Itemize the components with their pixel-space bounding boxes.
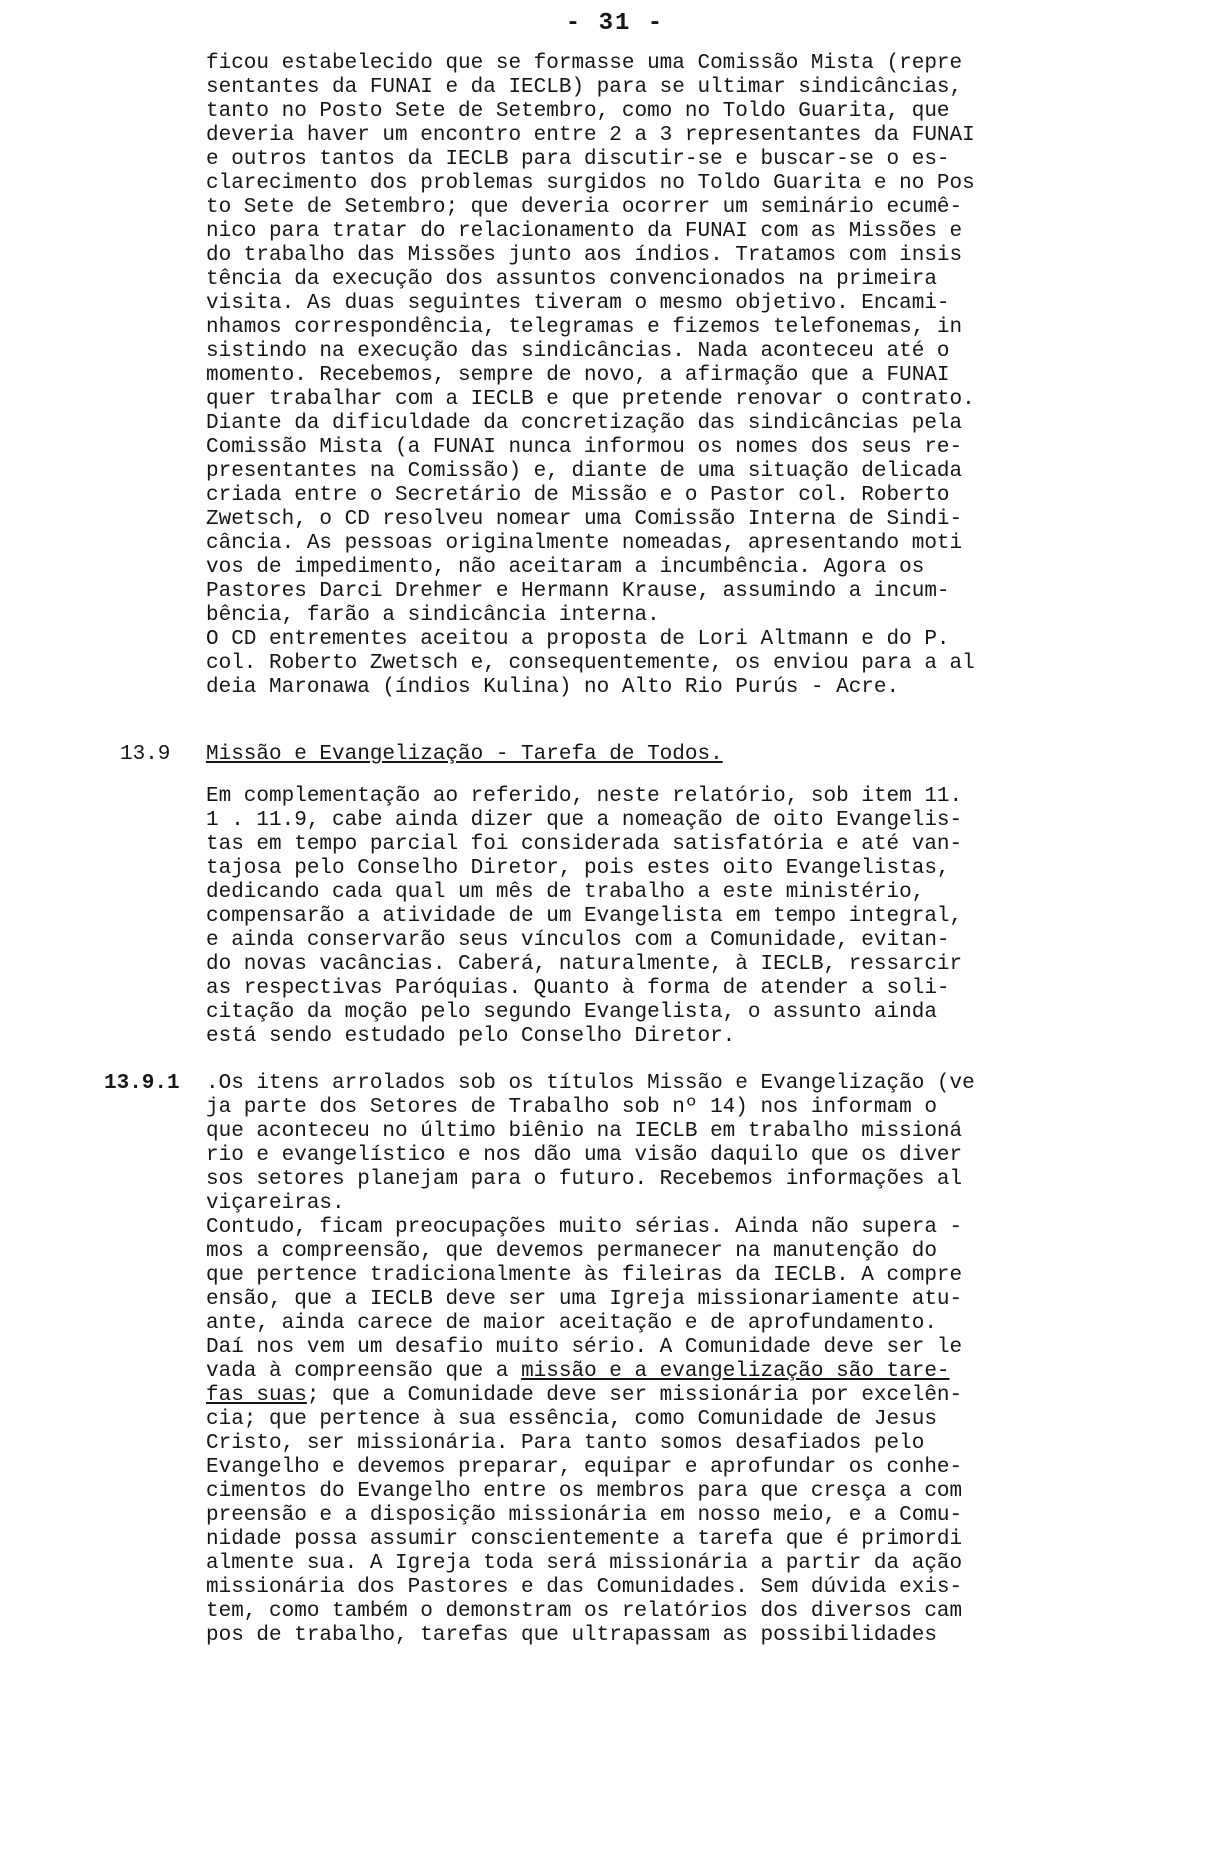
text-line: deveria haver um encontro entre 2 a 3 representantes da FUNAI xyxy=(206,124,975,147)
text-line: rio e evangelístico e nos dão uma visão daquilo que os diver xyxy=(206,1144,963,1167)
text-line: momento. Recebemos, sempre de novo, a afirmação que a FUNAI xyxy=(206,364,950,387)
text-line: ensão, que a IECLB deve ser uma Igreja missionariamente atu- xyxy=(206,1288,963,1311)
text-line: sistindo na execução das sindicâncias. Nada aconteceu até o xyxy=(206,340,950,363)
text-line: vos de impedimento, não aceitaram a incumbência. Agora os xyxy=(206,556,925,579)
text-line: nico para tratar do relacionamento da FUNAI com as Missões e xyxy=(206,220,963,243)
text-line: do novas vacâncias. Caberá, naturalmente, à IECLB, ressarcir xyxy=(206,953,963,976)
text-line-underlined xyxy=(206,1384,1106,1408)
text-line: sos setores planejam para o futuro. Recebemos informações al xyxy=(206,1168,963,1191)
text-line: Pastores Darci Drehmer e Hermann Krause, assumindo a incum- xyxy=(206,580,950,603)
text-line: nhamos correspondência, telegramas e fizemos telefonemas, in xyxy=(206,316,963,339)
page-number: - 31 - xyxy=(565,10,665,37)
text-line: tem, como também o demonstram os relatórios dos diversos cam xyxy=(206,1600,963,1623)
underlined-phrase: fas suas xyxy=(206,1384,307,1407)
paragraph-mission xyxy=(206,1072,1106,1648)
text-line: Zwetsch, o CD resolveu nomear uma Comissão Interna de Sindi- xyxy=(206,508,963,531)
text-segment: ; que a Comunidade deve ser missionária por excelên- xyxy=(306,1384,963,1407)
text-line: cimentos do Evangelho entre os membros para que cresça a com xyxy=(206,1480,963,1503)
text-line: está sendo estudado pelo Conselho Diretor. xyxy=(206,1025,736,1048)
text-line: tas em tempo parcial foi considerada satisfatória e até van- xyxy=(206,833,963,856)
text-line: preensão e a disposição missionária em nosso meio, e a Comu- xyxy=(206,1504,963,1527)
text-line: cância. As pessoas originalmente nomeadas, apresentando moti xyxy=(206,532,963,555)
text-line: que aconteceu no último biênio na IECLB em trabalho missioná xyxy=(206,1120,963,1143)
section-number: 13.9 xyxy=(120,743,171,766)
text-line: bência, farão a sindicância interna. xyxy=(206,604,660,627)
text-line: col. Roberto Zwetsch e, consequentemente, os enviou para a al xyxy=(206,652,975,675)
text-line: as respectivas Paróquias. Quanto à forma de atender a soli- xyxy=(206,977,950,1000)
paragraph-funai-commission xyxy=(206,52,1106,700)
text-line: criada entre o Secretário de Missão e o Pastor col. Roberto xyxy=(206,484,950,507)
text-line: Daí nos vem um desafio muito sério. A Comunidade deve ser le xyxy=(206,1336,963,1359)
text-line: e ainda conservarão seus vínculos com a Comunidade, evitan- xyxy=(206,929,950,952)
text-line: viçareiras. xyxy=(206,1192,345,1215)
text-line: que pertence tradicionalmente às fileiras da IECLB. A compre xyxy=(206,1264,963,1287)
subsection-number: 13.9.1 xyxy=(104,1072,180,1095)
text-line-underlined xyxy=(206,1360,1106,1384)
text-line: deia Maronawa (índios Kulina) no Alto Rio Purús - Acre. xyxy=(206,676,900,699)
text-line: ante, ainda carece de maior aceitação e de aprofundamento. xyxy=(206,1312,937,1335)
text-line: almente sua. A Igreja toda será missionária a partir da ação xyxy=(206,1552,963,1575)
text-line: Cristo, ser missionária. Para tanto somos desafiados pelo xyxy=(206,1432,925,1455)
text-line: missionária dos Pastores e das Comunidades. Sem dúvida exis- xyxy=(206,1576,963,1599)
text-line: to Sete de Setembro; que deveria ocorrer um seminário ecumê- xyxy=(206,196,963,219)
text-line: 1 . 11.9, cabe ainda dizer que a nomeação de oito Evangelis- xyxy=(206,809,963,832)
text-line: citação da moção pelo segundo Evangelista, o assunto ainda xyxy=(206,1001,937,1024)
text-line: compensarão a atividade de um Evangelista em tempo integral, xyxy=(206,905,963,928)
text-line: mos a compreensão, que devemos permanecer na manutenção do xyxy=(206,1240,937,1263)
text-line: ja parte dos Setores de Trabalho sob nº 14) nos informam o xyxy=(206,1096,937,1119)
text-line: Contudo, ficam preocupações muito sérias. Ainda não supera - xyxy=(206,1216,963,1239)
text-line: Comissão Mista (a FUNAI nunca informou os nomes dos seus re- xyxy=(206,436,963,459)
text-line: .Os itens arrolados sob os títulos Missão e Evangelização (ve xyxy=(206,1072,975,1095)
underlined-phrase: missão e a evangelização são tare- xyxy=(521,1360,950,1383)
text-line: Em complementação ao referido, neste relatório, sob item 11. xyxy=(206,785,963,808)
text-line: cia; que pertence à sua essência, como Comunidade de Jesus xyxy=(206,1408,937,1431)
text-line: ficou estabelecido que se formasse uma Comissão Mista (repre xyxy=(206,52,963,75)
text-line: nidade possa assumir conscientemente a tarefa que é primordi xyxy=(206,1528,963,1551)
text-line: Diante da dificuldade da concretização das sindicâncias pela xyxy=(206,412,963,435)
text-line: do trabalho das Missões junto aos índios. Tratamos com insis xyxy=(206,244,963,267)
text-line: Evangelho e devemos preparar, equipar e aprofundar os conhe- xyxy=(206,1456,963,1479)
text-line: dedicando cada qual um mês de trabalho a este ministério, xyxy=(206,881,925,904)
text-line: O CD entrementes aceitou a proposta de Lori Altmann e do P. xyxy=(206,628,950,651)
text-line: visita. As duas seguintes tiveram o mesmo objetivo. Encami- xyxy=(206,292,950,315)
text-line: e outros tantos da IECLB para discutir-se e buscar-se o es- xyxy=(206,148,950,171)
text-line: tanto no Posto Sete de Setembro, como no Toldo Guarita, que xyxy=(206,100,950,123)
text-line: quer trabalhar com a IECLB e que pretende renovar o contrato. xyxy=(206,388,975,411)
text-line: sentantes da FUNAI e da IECLB) para se ultimar sindicâncias, xyxy=(206,76,963,99)
text-line: tência da execução dos assuntos convencionados na primeira xyxy=(206,268,937,291)
text-line: presentantes na Comissão) e, diante de uma situação delicada xyxy=(206,460,963,483)
text-segment: vada à compreensão que a xyxy=(206,1360,522,1383)
paragraph-evangelists xyxy=(206,785,1106,1049)
text-line: pos de trabalho, tarefas que ultrapassam as possibilidades xyxy=(206,1624,937,1647)
text-line: clarecimento dos problemas surgidos no Toldo Guarita e no Pos xyxy=(206,172,975,195)
text-line: tajosa pelo Conselho Diretor, pois estes oito Evangelistas, xyxy=(206,857,950,880)
section-title: Missão e Evangelização - Tarefa de Todos. xyxy=(206,743,723,766)
